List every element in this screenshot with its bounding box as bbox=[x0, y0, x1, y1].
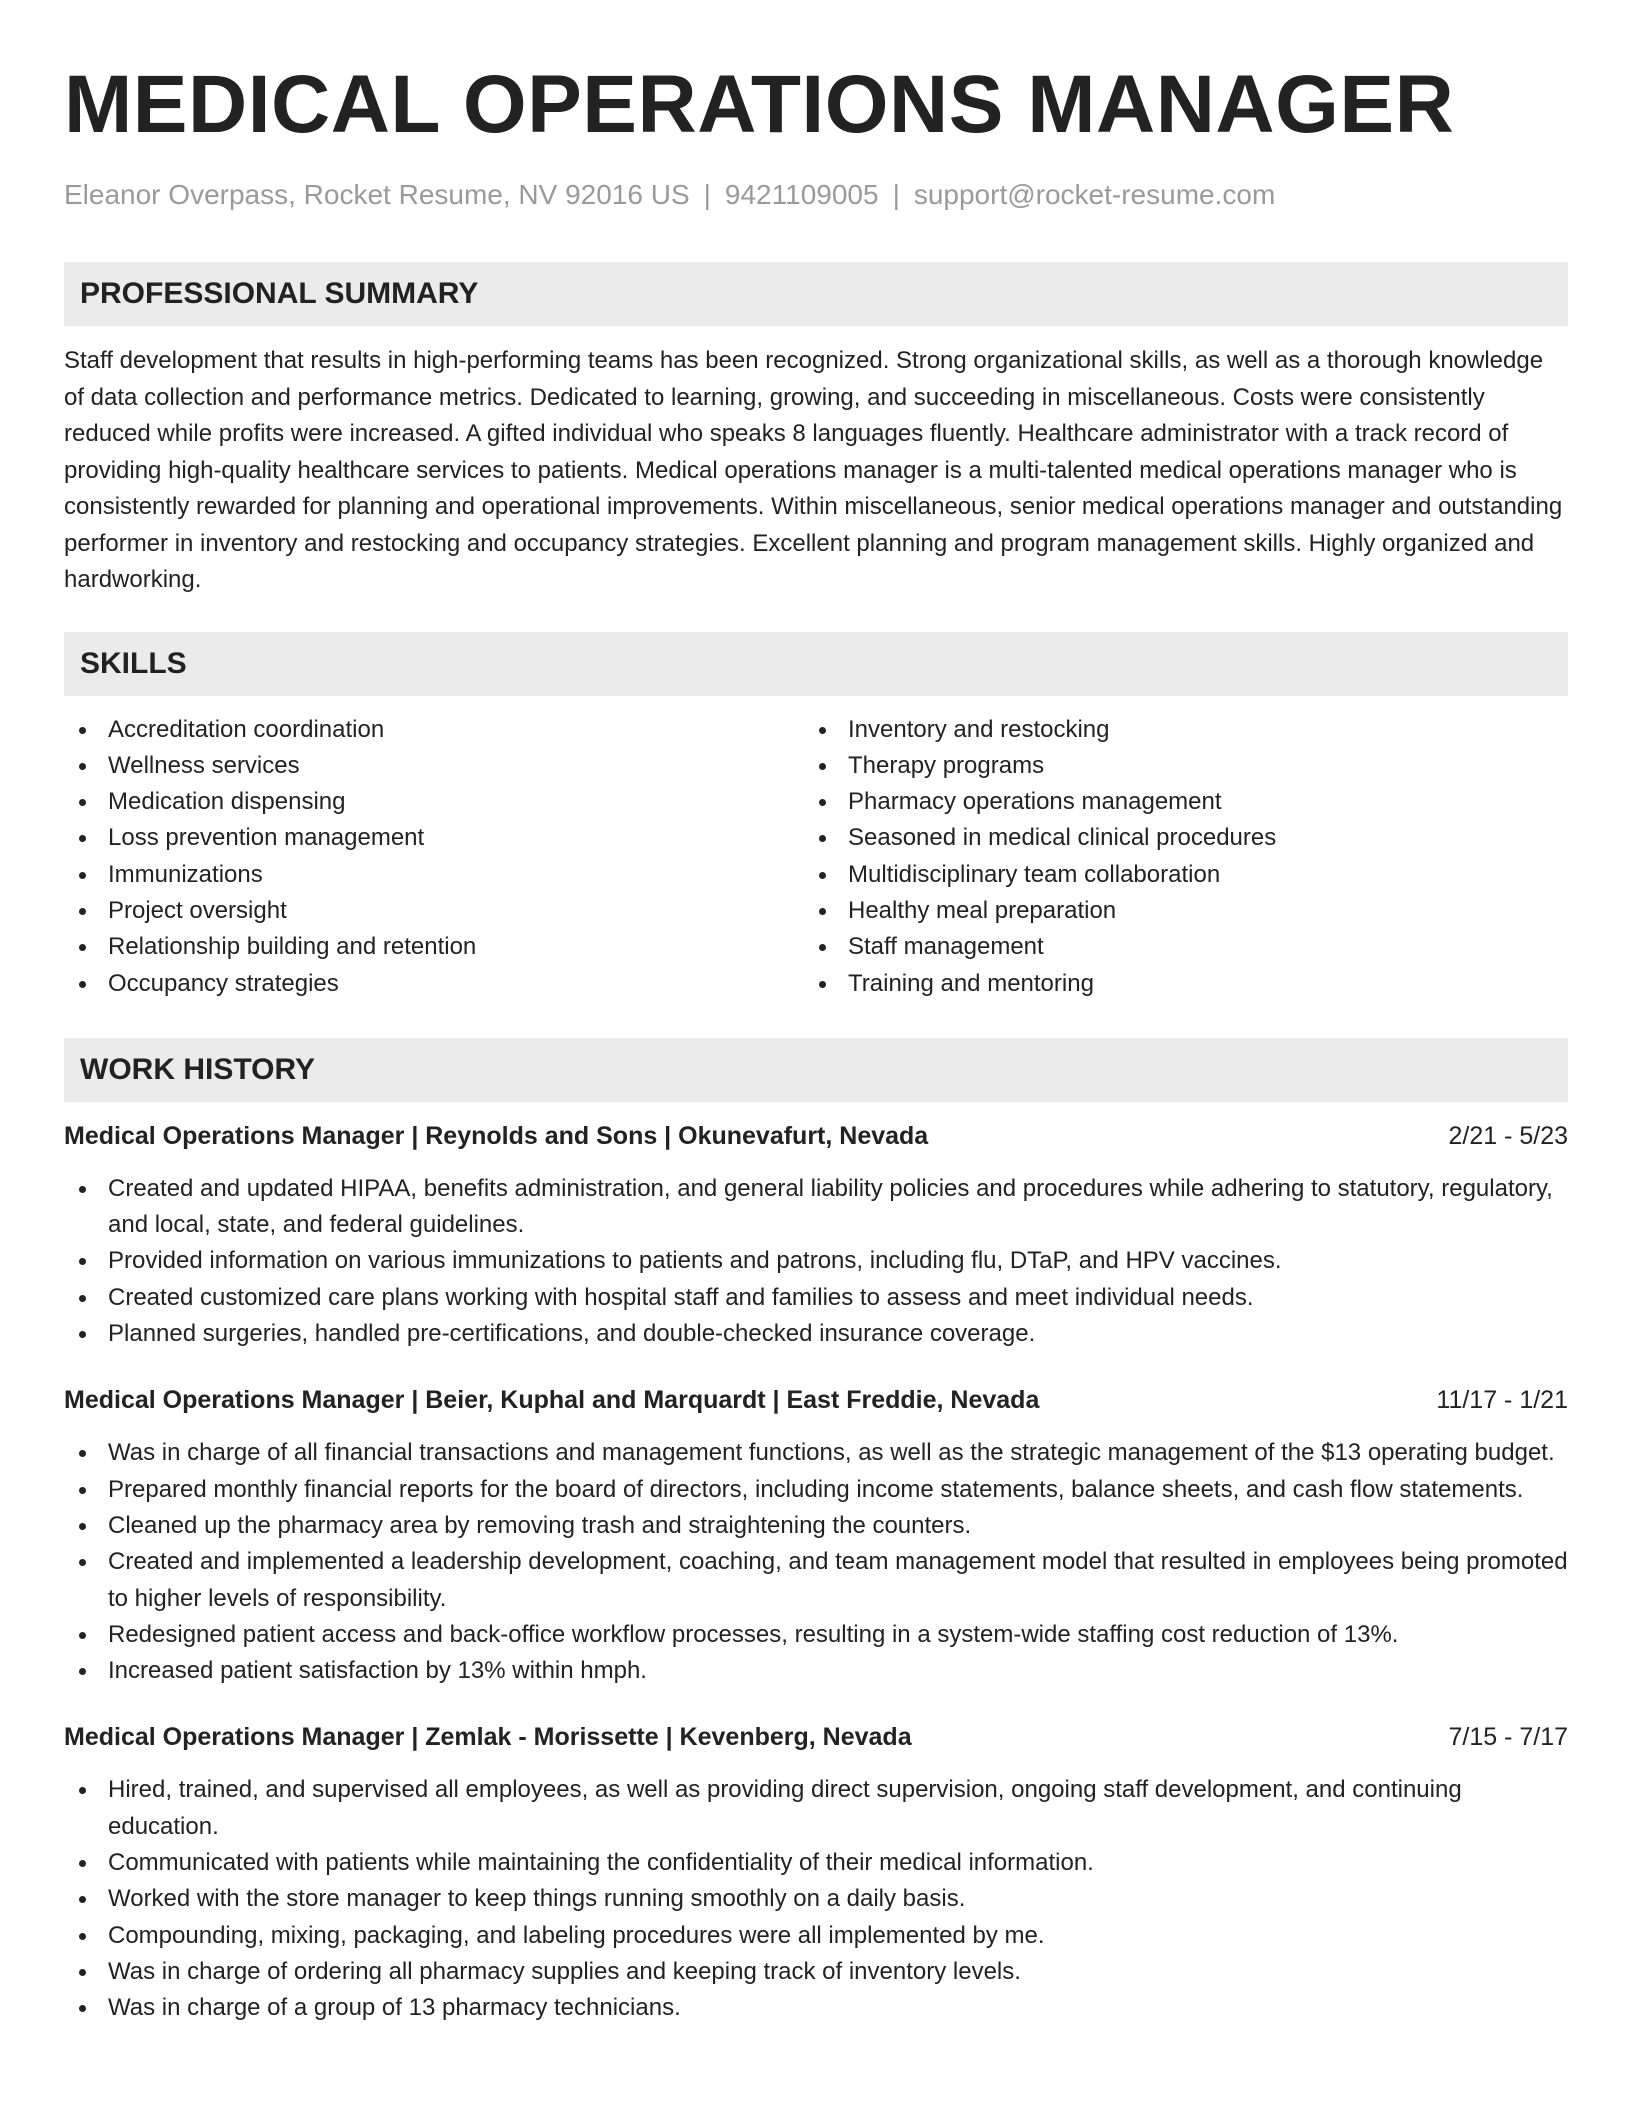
job-dates: 11/17 - 1/21 bbox=[1436, 1386, 1568, 1415]
skill-item: Accreditation coordination bbox=[64, 712, 804, 748]
job-entry bbox=[64, 1118, 1568, 1352]
job-title: Medical Operations Manager | Zemlak - Morissette | Kevenberg, Nevada bbox=[64, 1723, 912, 1752]
job-bullet: Created and updated HIPAA, benefits administration, and general liability policies and procedures while adhering to statutory, regulatory, and local, state, and federal guidelines. bbox=[64, 1171, 1568, 1244]
job-bullet: Communicated with patients while maintaining the confidentiality of their medical information. bbox=[64, 1845, 1568, 1881]
job-bullet: Was in charge of all financial transactions and management functions, as well as the strategic management of the $13 operating budget. bbox=[64, 1435, 1568, 1471]
job-bullet: Provided information on various immunizations to patients and patrons, including flu, DTaP, and HPV vaccines. bbox=[64, 1243, 1568, 1279]
job-bullet: Planned surgeries, handled pre-certifications, and double-checked insurance coverage. bbox=[64, 1316, 1568, 1352]
job-bullet: Was in charge of a group of 13 pharmacy technicians. bbox=[64, 1990, 1568, 2026]
job-header bbox=[64, 1382, 1568, 1418]
skill-item: Multidisciplinary team collaboration bbox=[804, 857, 1560, 893]
skill-item: Relationship building and retention bbox=[64, 929, 804, 965]
job-entry bbox=[64, 1719, 1568, 2026]
job-bullet: Cleaned up the pharmacy area by removing trash and straightening the counters. bbox=[64, 1508, 1568, 1544]
job-bullet: Compounding, mixing, packaging, and labeling procedures were all implemented by me. bbox=[64, 1918, 1568, 1954]
skill-item: Seasoned in medical clinical procedures bbox=[804, 820, 1560, 856]
skills-heading: SKILLS bbox=[64, 632, 1568, 696]
resume-title: MEDICAL OPERATIONS MANAGER bbox=[64, 59, 1455, 150]
skill-item: Therapy programs bbox=[804, 748, 1560, 784]
job-bullets bbox=[64, 1435, 1568, 1689]
skill-item: Staff management bbox=[804, 929, 1560, 965]
job-bullet: Redesigned patient access and back-office workflow processes, resulting in a system-wide staffing cost reduction of 13%. bbox=[64, 1617, 1568, 1653]
skill-item: Inventory and restocking bbox=[804, 712, 1560, 748]
job-bullet: Created and implemented a leadership development, coaching, and team management model that resulted in employees being promoted to higher levels of responsibility. bbox=[64, 1544, 1568, 1617]
job-title: Medical Operations Manager | Beier, Kuphal and Marquardt | East Freddie, Nevada bbox=[64, 1386, 1040, 1415]
job-dates: 7/15 - 7/17 bbox=[1448, 1723, 1568, 1752]
contact-email: support@rocket-resume.com bbox=[913, 179, 1276, 210]
contact-separator: | bbox=[703, 179, 711, 210]
skill-item: Pharmacy operations management bbox=[804, 784, 1560, 820]
skill-item: Occupancy strategies bbox=[64, 966, 804, 1002]
skills-column-right bbox=[804, 712, 1560, 1002]
job-bullets bbox=[64, 1171, 1568, 1352]
job-bullet: Increased patient satisfaction by 13% within hmph. bbox=[64, 1653, 1568, 1689]
professional-summary-heading: PROFESSIONAL SUMMARY bbox=[64, 262, 1568, 326]
skill-item: Medication dispensing bbox=[64, 784, 804, 820]
skill-item: Wellness services bbox=[64, 748, 804, 784]
skill-item: Healthy meal preparation bbox=[804, 893, 1560, 929]
skill-item: Project oversight bbox=[64, 893, 804, 929]
job-header bbox=[64, 1719, 1568, 1755]
skill-item: Loss prevention management bbox=[64, 820, 804, 856]
job-bullet: Hired, trained, and supervised all employees, as well as providing direct supervision, ongoing staff development, and continuing education. bbox=[64, 1772, 1568, 1845]
contact-separator: | bbox=[892, 179, 900, 210]
job-dates: 2/21 - 5/23 bbox=[1448, 1121, 1568, 1150]
skill-item: Training and mentoring bbox=[804, 966, 1560, 1002]
professional-summary-text: Staff development that results in high-performing teams has been recognized. Strong organizational skills, as well as a thorough knowledge of data collection and performance metrics. Dedicated to learning, growing, and succeeding in miscellaneous. Costs were consistently reduced while profits were increased. A gifted individual who speaks 8 languages fluently. Healthcare administrator with a track record of providing high-quality healthcare services to patients. Medical operations manager is a multi-talented medical operations manager who is consistently rewarded for planning and operational improvements. Within miscellaneous, senior medical operations manager and outstanding performer in inventory and restocking and occupancy strategies. Excellent planning and program management skills. Highly organized and hardworking. bbox=[64, 347, 1563, 593]
skill-item: Immunizations bbox=[64, 857, 804, 893]
job-entry bbox=[64, 1382, 1568, 1689]
contact-phone: 9421109005 bbox=[724, 179, 879, 210]
job-bullet: Was in charge of ordering all pharmacy supplies and keeping track of inventory levels. bbox=[64, 1954, 1568, 1990]
job-bullet: Worked with the store manager to keep things running smoothly on a daily basis. bbox=[64, 1881, 1568, 1917]
work-history-heading: WORK HISTORY bbox=[64, 1038, 1568, 1102]
contact-address: Eleanor Overpass, Rocket Resume, NV 92016 US bbox=[64, 179, 690, 210]
job-title: Medical Operations Manager | Reynolds and Sons | Okunevafurt, Nevada bbox=[64, 1121, 929, 1150]
job-bullet: Created customized care plans working with hospital staff and families to assess and meet individual needs. bbox=[64, 1280, 1568, 1316]
job-bullet: Prepared monthly financial reports for the board of directors, including income statements, balance sheets, and cash flow statements. bbox=[64, 1472, 1568, 1508]
contact-line bbox=[64, 178, 1568, 212]
skills-list bbox=[64, 712, 1568, 1002]
job-header bbox=[64, 1118, 1568, 1154]
job-bullets bbox=[64, 1772, 1568, 2026]
skills-column-left bbox=[64, 712, 804, 1002]
